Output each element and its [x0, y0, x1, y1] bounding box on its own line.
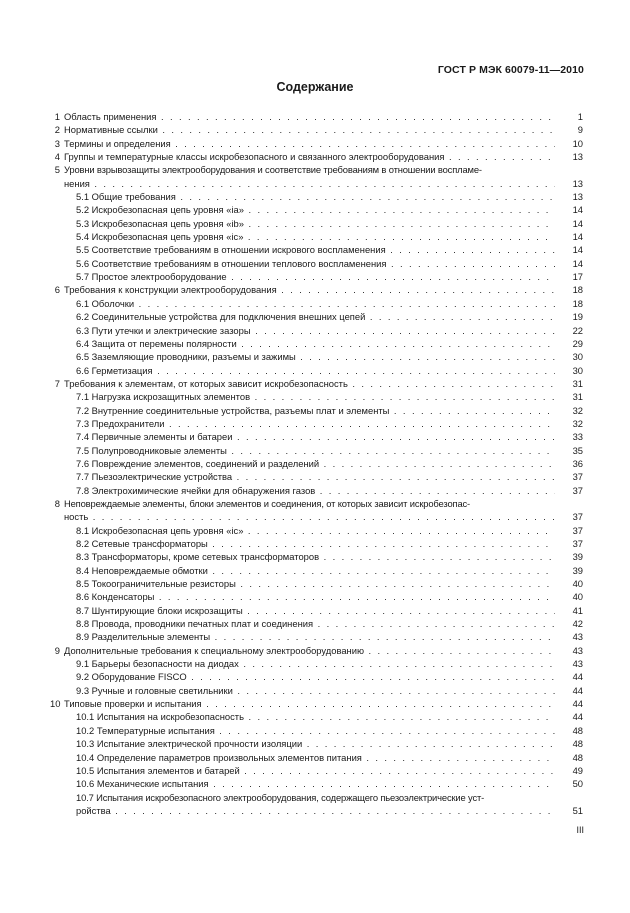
toc-entry-number: 9 [54, 644, 60, 656]
toc-entry-page: 48 [572, 724, 583, 736]
toc-entry[interactable] [50, 590, 583, 603]
dot-leader [237, 338, 555, 349]
toc-entry[interactable] [50, 577, 583, 590]
toc-entry[interactable] [50, 150, 583, 163]
toc-entry-number: 1 [54, 111, 60, 122]
toc-entry-title: 5.6 Соответствие требованиям в отношении теплового воспламенения [76, 257, 387, 269]
dot-leader [302, 738, 555, 749]
toc-entry[interactable] [50, 217, 583, 230]
dot-leader [348, 378, 555, 389]
dot-leader [364, 645, 555, 656]
toc-entry-page: 48 [572, 738, 583, 750]
dot-leader [277, 284, 555, 295]
toc-entry[interactable] [50, 684, 583, 697]
dot-leader [153, 365, 555, 376]
toc-entry-page: 19 [572, 311, 583, 323]
toc-entry-page: 31 [572, 391, 583, 403]
toc-entry-title: Область применения [64, 111, 157, 122]
toc-entry[interactable] [50, 257, 583, 270]
toc-entry-page: 18 [572, 297, 583, 309]
toc-entry-page: 30 [572, 351, 583, 363]
document-header: ГОСТ Р МЭК 60079-11—2010 [437, 64, 584, 76]
toc-entry-page: 32 [572, 417, 583, 429]
toc-entry-title: 5.3 Искробезопасная цепь уровня «ib» [76, 217, 244, 229]
toc-entry-title: 10.2 Температурные испытания [76, 724, 215, 736]
dot-leader [365, 311, 555, 322]
dot-leader [158, 124, 555, 135]
dot-leader [227, 445, 555, 456]
toc-entry[interactable] [50, 751, 583, 764]
toc-entry[interactable] [50, 710, 583, 723]
toc-entry[interactable] [50, 310, 583, 323]
toc-entry-page: 41 [572, 604, 583, 616]
toc-entry-title: 6.6 Герметизация [76, 364, 153, 376]
toc-entry[interactable] [50, 484, 583, 497]
toc-entry-page: 18 [572, 284, 583, 296]
dot-leader [243, 525, 555, 536]
toc-entry[interactable] [50, 324, 583, 337]
toc-entry[interactable] [50, 404, 583, 417]
toc-entry[interactable] [50, 697, 583, 710]
toc-entry-title: 5.4 Искробезопасная цепь уровня «ic» [76, 231, 244, 243]
toc-entry-title: 8.1 Искробезопасная цепь уровня «ic» [76, 524, 244, 536]
toc-entry-title: 7.3 Предохранители [76, 417, 165, 429]
toc-entry-title: 6.4 Защита от перемены полярности [76, 337, 237, 349]
toc-entry-title: 10.3 Испытание электрической прочности изоляции [76, 738, 303, 750]
dot-leader [90, 178, 555, 189]
toc-entry-page: 37 [572, 524, 583, 536]
toc-entry[interactable] [50, 364, 583, 377]
toc-entry-title: Неповреждаемые элементы, блоки элементов и соединения, от которых зависит искробезопас- [64, 497, 471, 509]
toc-entry-page: 14 [572, 204, 583, 216]
dot-leader [250, 391, 555, 402]
toc-entry-title: 8.3 Трансформаторы, кроме сетевых трансформаторов [76, 551, 320, 563]
dot-leader [244, 711, 555, 722]
toc-entry-page: 42 [572, 618, 583, 630]
toc-entry-page: 9 [577, 124, 583, 136]
dot-leader [239, 658, 555, 669]
toc-entry-page: 29 [572, 337, 583, 349]
toc-entry-title: 8.6 Конденсаторы [76, 591, 155, 603]
toc-entry-page: 44 [572, 711, 583, 723]
toc-entry-page: 32 [572, 404, 583, 416]
toc-entry-title: 5.7 Простое электрооборудование [76, 271, 227, 283]
toc-entry[interactable] [50, 724, 583, 737]
toc-entry-title: 9.2 Оборудование FISCO [76, 671, 187, 683]
dot-leader [386, 244, 555, 255]
toc-entry[interactable] [50, 230, 583, 243]
toc-entry-page: 43 [572, 644, 583, 656]
dot-leader [209, 778, 555, 789]
toc-entry-page: 51 [572, 804, 583, 816]
toc-entry[interactable] [50, 390, 583, 403]
toc-entry-page: 13 [572, 177, 583, 189]
toc-entry-number: 5 [54, 164, 60, 176]
toc-entry-number: 10 [50, 698, 61, 710]
dot-leader [165, 418, 555, 429]
toc-entry-title: Дополнительные требования к специальному электрооборудованию [64, 644, 364, 656]
dot-leader [313, 618, 555, 629]
dot-leader [243, 231, 555, 242]
dot-leader [240, 765, 555, 776]
toc-entry-title: 8.5 Токоограничительные резисторы [76, 578, 236, 590]
dot-leader [233, 685, 555, 696]
toc-entry-page: 14 [572, 231, 583, 243]
toc-entry-page: 44 [572, 698, 583, 710]
table-of-contents [50, 110, 583, 817]
toc-entry[interactable] [50, 430, 583, 443]
toc-entry[interactable] [50, 350, 583, 363]
toc-entry-page: 14 [572, 244, 583, 256]
toc-entry-title: Группы и температурные классы искробезопасного и связанного электрооборудования [64, 151, 445, 163]
toc-entry[interactable] [50, 644, 583, 657]
toc-entry-page: 44 [572, 671, 583, 683]
toc-entry-title: Требования к конструкции электрооборудования [64, 284, 277, 296]
dot-leader [156, 111, 555, 122]
toc-entry-page: 39 [572, 564, 583, 576]
toc-entry-title: 5.5 Соответствие требованиям в отношении искрового воспламенения [76, 244, 386, 256]
toc-entry-title: 8.7 Шунтирующие блоки искрозащиты [76, 604, 243, 616]
toc-entry-title: Термины и определения [64, 137, 171, 149]
toc-entry[interactable] [50, 337, 583, 350]
toc-entry-page: 33 [572, 431, 583, 443]
toc-entry-page: 37 [572, 511, 583, 523]
toc-entry-page: 40 [572, 591, 583, 603]
toc-entry-number: 2 [54, 124, 60, 136]
toc-entry-title: 7.7 Пьезоэлектрические устройства [76, 471, 233, 483]
toc-entry-page: 10 [572, 137, 583, 149]
toc-entry-page: 44 [572, 684, 583, 696]
toc-entry-title: 10.1 Испытания на искробезопасность [76, 711, 244, 723]
toc-entry-title: 8.9 Разделительные элементы [76, 631, 211, 643]
toc-entry-title: 6.5 Заземляющие проводники, разъемы и зажимы [76, 351, 296, 363]
dot-leader [251, 325, 555, 336]
toc-entry-page: 14 [572, 217, 583, 229]
toc-entry[interactable] [50, 203, 583, 216]
toc-entry-title: ность [64, 511, 89, 523]
toc-entry-number: 7 [54, 377, 60, 389]
toc-entry-page: 40 [572, 578, 583, 590]
dot-leader [319, 551, 555, 562]
toc-entry-page: 35 [572, 444, 583, 456]
toc-entry[interactable] [50, 190, 583, 203]
toc-entry-page: 30 [572, 364, 583, 376]
dot-leader [232, 471, 555, 482]
toc-entry-title: 6.1 Оболочки [76, 297, 135, 309]
toc-entry-page: 31 [572, 377, 583, 389]
toc-entry[interactable] [50, 270, 583, 283]
toc-entry-title: 9.1 Барьеры безопасности на диодах [76, 658, 239, 670]
dot-leader [296, 351, 555, 362]
toc-entry-title: 10.7 Испытания искробезопасного электрооборудования, содержащего пьезоэлектрические уст- [76, 791, 485, 803]
toc-entry-page: 22 [572, 324, 583, 336]
toc-entry-page: 17 [572, 271, 583, 283]
toc-entry[interactable] [50, 457, 583, 470]
toc-entry-title: Уровни взрывозащиты электрооборудования и соответствие требованиям в отношении воспламе- [64, 164, 482, 176]
toc-entry-title: 9.3 Ручные и головные светильники [76, 684, 233, 696]
dot-leader [386, 258, 555, 269]
toc-entry-title: 7.8 Электрохимические ячейки для обнаружения газов [76, 484, 316, 496]
dot-leader [154, 591, 555, 602]
toc-entry-title: 7.4 Первичные элементы и батареи [76, 431, 233, 443]
toc-entry-title: 10.4 Определение параметров произвольных элементов питания [76, 751, 362, 763]
toc-entry-title: 8.8 Провода, проводники печатных плат и соединения [76, 618, 314, 630]
toc-entry[interactable] [50, 283, 583, 296]
toc-entry-title: 6.2 Соединительные устройства для подключения внешних цепей [76, 311, 366, 323]
toc-entry[interactable] [50, 550, 583, 563]
toc-entry-number: 6 [54, 284, 60, 296]
dot-leader [134, 298, 555, 309]
toc-entry[interactable] [50, 537, 583, 550]
toc-entry[interactable] [50, 110, 583, 123]
toc-entry[interactable] [50, 377, 583, 390]
toc-entry[interactable] [50, 470, 583, 483]
toc-entry[interactable] [50, 617, 583, 630]
dot-leader [236, 578, 555, 589]
toc-entry-page: 43 [572, 658, 583, 670]
toc-entry-page: 36 [572, 457, 583, 469]
toc-entry[interactable] [50, 417, 583, 430]
toc-entry[interactable] [50, 297, 583, 310]
toc-entry[interactable] [50, 630, 583, 643]
toc-entry-title: 6.3 Пути утечки и электрические зазоры [76, 324, 251, 336]
dot-leader [362, 752, 555, 763]
toc-entry[interactable] [50, 791, 583, 818]
toc-entry[interactable] [50, 243, 583, 256]
dot-leader [171, 138, 555, 149]
dot-leader [243, 605, 555, 616]
toc-entry-page: 39 [572, 551, 583, 563]
toc-entry-title: Нормативные ссылки [64, 124, 158, 136]
toc-entry-title: Типовые проверки и испытания [64, 698, 202, 710]
dot-leader [111, 805, 555, 816]
dot-leader [444, 151, 555, 162]
dot-leader [232, 431, 555, 442]
toc-entry[interactable] [50, 163, 583, 190]
dot-leader [244, 204, 555, 215]
dot-leader [176, 191, 555, 202]
page-number: III [576, 825, 584, 835]
toc-entry[interactable] [50, 123, 583, 136]
toc-entry-title: 10.5 Испытания элементов и батарей [76, 764, 240, 776]
toc-entry-page: 13 [572, 151, 583, 163]
toc-entry[interactable] [50, 764, 583, 777]
toc-entry-title: 7.1 Нагрузка искрозащитных элементов [76, 391, 251, 403]
toc-entry-title: 5.2 Искробезопасная цепь уровня «ia» [76, 204, 244, 216]
dot-leader [215, 725, 555, 736]
toc-entry-number: 8 [54, 497, 60, 509]
toc-entry-title: 5.1 Общие требования [76, 191, 176, 203]
toc-entry-title: 10.6 Механические испытания [76, 778, 209, 790]
page-title: Содержание [276, 80, 354, 94]
toc-entry[interactable] [50, 657, 583, 670]
toc-entry-page: 43 [572, 631, 583, 643]
toc-entry[interactable] [50, 777, 583, 790]
toc-entry-title: нения [64, 177, 90, 189]
toc-entry-title: 7.2 Внутренние соединительные устройства, разъемы плат и элементы [76, 404, 390, 416]
dot-leader [208, 565, 555, 576]
toc-entry-page: 50 [572, 778, 583, 790]
dot-leader [187, 671, 555, 682]
dot-leader [244, 218, 555, 229]
toc-entry-title: Требования к элементам, от которых зависит искробезопасность [64, 377, 348, 389]
toc-entry-title: 7.6 Повреждение элементов, соединений и разделений [76, 457, 320, 469]
dot-leader [88, 511, 555, 522]
dot-leader [319, 458, 555, 469]
dot-leader [315, 485, 555, 496]
dot-leader [202, 698, 555, 709]
toc-entry-page: 49 [572, 764, 583, 776]
toc-entry[interactable] [50, 524, 583, 537]
dot-leader [389, 405, 555, 416]
toc-entry[interactable] [50, 564, 583, 577]
toc-entry-page: 37 [572, 538, 583, 549]
toc-entry[interactable] [50, 604, 583, 617]
toc-entry-number: 4 [54, 151, 60, 163]
dot-leader [208, 538, 555, 549]
toc-entry-title: 8.2 Сетевые трансформаторы [76, 538, 208, 549]
toc-entry-page: 1 [577, 111, 583, 122]
toc-entry-title: ройства [76, 804, 111, 816]
toc-entry[interactable] [50, 497, 583, 524]
toc-entry-title: 8.4 Неповреждаемые обмотки [76, 564, 208, 576]
toc-entry-number: 3 [54, 137, 60, 149]
toc-entry-page: 37 [572, 471, 583, 483]
dot-leader [210, 631, 555, 642]
toc-entry-page: 14 [572, 257, 583, 269]
toc-entry[interactable] [50, 137, 583, 150]
toc-entry-page: 13 [572, 191, 583, 203]
toc-entry[interactable] [50, 444, 583, 457]
toc-entry[interactable] [50, 670, 583, 683]
toc-entry[interactable] [50, 737, 583, 750]
dot-leader [227, 271, 555, 282]
toc-entry-page: 48 [572, 751, 583, 763]
toc-entry-page: 37 [572, 484, 583, 496]
toc-entry-title: 7.5 Полупроводниковые элементы [76, 444, 227, 456]
